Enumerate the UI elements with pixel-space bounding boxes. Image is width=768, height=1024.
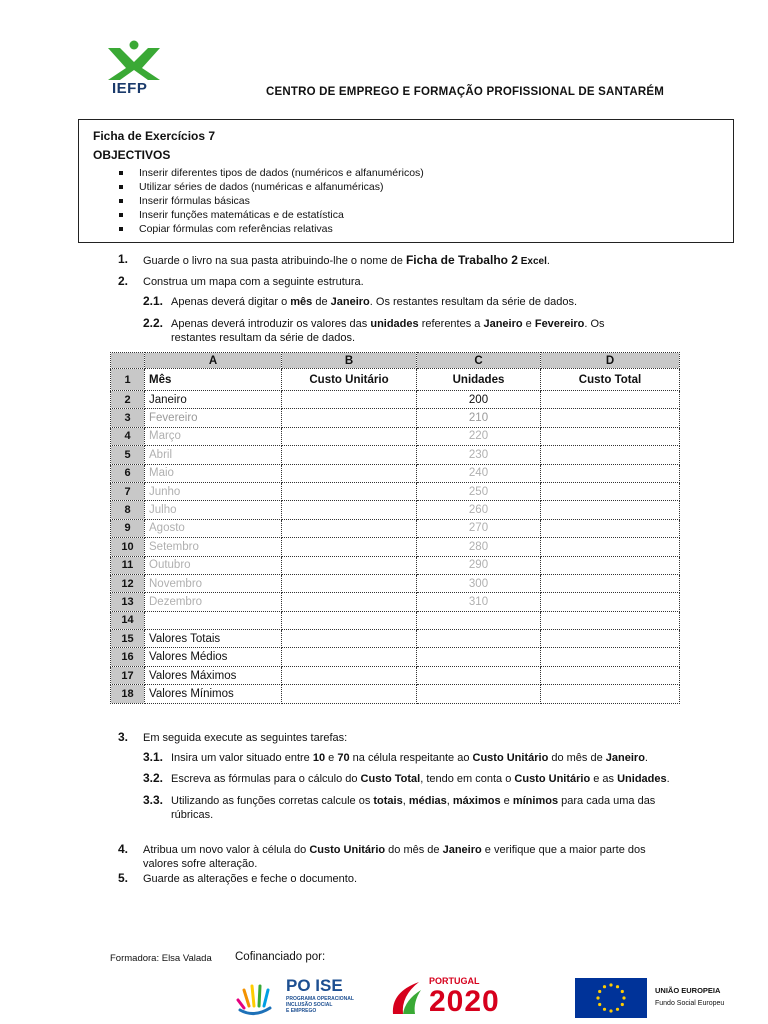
unit-cost-cell bbox=[282, 556, 417, 574]
eu-star-icon bbox=[616, 985, 619, 988]
task-3-number: 3. bbox=[118, 730, 129, 744]
total-cost-cell bbox=[541, 519, 680, 537]
center-title: CENTRO DE EMPREGO E FORMAÇÃO PROFISSIONAL DE SANTARÉM bbox=[266, 86, 665, 98]
table-row bbox=[111, 391, 680, 409]
column-header: A bbox=[145, 353, 282, 369]
column-header: B bbox=[282, 353, 417, 369]
units-cell: 300 bbox=[417, 574, 541, 592]
total-cost-cell bbox=[541, 666, 680, 684]
total-cost-cell bbox=[541, 409, 680, 427]
spreadsheet-table bbox=[110, 352, 680, 704]
table-row bbox=[111, 482, 680, 500]
table-row bbox=[111, 685, 680, 703]
unit-cost-cell bbox=[282, 666, 417, 684]
month-cell: Janeiro bbox=[145, 391, 282, 409]
unit-cost-cell bbox=[282, 538, 417, 556]
table-row bbox=[111, 464, 680, 482]
month-cell bbox=[145, 611, 282, 629]
total-cost-cell bbox=[541, 446, 680, 464]
objectives-list bbox=[119, 166, 424, 236]
poise-logo bbox=[232, 974, 372, 1020]
table-row bbox=[111, 538, 680, 556]
total-cost-cell bbox=[541, 427, 680, 445]
month-cell: Valores Totais bbox=[145, 630, 282, 648]
unit-cost-cell bbox=[282, 593, 417, 611]
objectives-box bbox=[78, 119, 734, 243]
task-3-1-text: Insira um valor situado entre 10 e 70 na célula respeitante ao Custo Unitário do mês de Janeiro. bbox=[171, 752, 648, 764]
eu-star-icon bbox=[609, 1009, 612, 1012]
unit-cost-cell bbox=[282, 574, 417, 592]
poise-title: PO ISE bbox=[286, 976, 343, 995]
eu-star-icon bbox=[621, 1003, 624, 1006]
row-number: 1 bbox=[111, 369, 145, 391]
month-cell: Valores Mínimos bbox=[145, 685, 282, 703]
total-cost-cell bbox=[541, 556, 680, 574]
objective-item: Copiar fórmulas com referências relativas bbox=[119, 222, 424, 236]
eu-star-icon bbox=[621, 990, 624, 993]
table-row bbox=[111, 593, 680, 611]
portugal-2020-logo bbox=[389, 974, 553, 1020]
row-number: 13 bbox=[111, 593, 145, 611]
units-cell bbox=[417, 685, 541, 703]
row-number: 12 bbox=[111, 574, 145, 592]
task-2-1-number: 2.1. bbox=[143, 294, 164, 308]
units-cell: 240 bbox=[417, 464, 541, 482]
month-cell: Julho bbox=[145, 501, 282, 519]
eu-subtitle: Fundo Social Europeu bbox=[655, 1000, 725, 1007]
task-3-3-number: 3.3. bbox=[143, 793, 164, 807]
row-number: 6 bbox=[111, 464, 145, 482]
table-row bbox=[111, 666, 680, 684]
total-cost-cell bbox=[541, 574, 680, 592]
task-1-text: Guarde o livro na sua pasta atribuindo-lhe o nome de Ficha de Trabalho 2 Excel. bbox=[143, 253, 550, 267]
row-number: 8 bbox=[111, 501, 145, 519]
unit-cost-cell bbox=[282, 648, 417, 666]
cofinanced-label: Cofinanciado por: bbox=[235, 951, 326, 963]
poise-subtitle: PROGRAMA OPERACIONAL INCLUSÃO SOCIAL E EMPREGO bbox=[286, 996, 354, 1014]
unit-cost-cell bbox=[282, 409, 417, 427]
unit-cost-cell bbox=[282, 427, 417, 445]
month-cell: Outubro bbox=[145, 556, 282, 574]
objective-item: Inserir fórmulas básicas bbox=[119, 194, 424, 208]
logo-text: IEFP bbox=[112, 80, 148, 97]
eu-star-icon bbox=[596, 996, 599, 999]
eu-star-icon bbox=[622, 996, 625, 999]
header-cell: Unidades bbox=[417, 369, 541, 391]
task-2-number: 2. bbox=[118, 274, 129, 288]
row-number: 17 bbox=[111, 666, 145, 684]
row-number: 2 bbox=[111, 391, 145, 409]
total-cost-cell bbox=[541, 648, 680, 666]
objective-item: Inserir diferentes tipos de dados (numéricos e alfanuméricos) bbox=[119, 166, 424, 180]
column-header: C bbox=[417, 353, 541, 369]
table-row bbox=[111, 611, 680, 629]
month-cell: Setembro bbox=[145, 538, 282, 556]
units-cell: 200 bbox=[417, 391, 541, 409]
table-row bbox=[111, 501, 680, 519]
task-3-1-number: 3.1. bbox=[143, 750, 164, 764]
month-cell: Valores Médios bbox=[145, 648, 282, 666]
table-row bbox=[111, 446, 680, 464]
month-cell: Março bbox=[145, 427, 282, 445]
total-cost-cell bbox=[541, 464, 680, 482]
units-cell: 290 bbox=[417, 556, 541, 574]
month-cell: Junho bbox=[145, 482, 282, 500]
units-cell: 260 bbox=[417, 501, 541, 519]
unit-cost-cell bbox=[282, 482, 417, 500]
unit-cost-cell bbox=[282, 685, 417, 703]
units-cell bbox=[417, 611, 541, 629]
month-cell: Maio bbox=[145, 464, 282, 482]
task-1-number: 1. bbox=[118, 252, 129, 266]
month-cell: Fevereiro bbox=[145, 409, 282, 427]
row-number: 14 bbox=[111, 611, 145, 629]
total-cost-cell bbox=[541, 501, 680, 519]
column-header-row bbox=[111, 353, 680, 369]
units-cell bbox=[417, 648, 541, 666]
poise-hands-icon bbox=[232, 978, 280, 1018]
task-3-3-text: Utilizando as funções corretas calcule os totais, médias, máximos e mínimos para cada uma das rúbricas. bbox=[171, 795, 656, 821]
units-cell: 270 bbox=[417, 519, 541, 537]
eu-title: UNIÃO EUROPEIA bbox=[655, 986, 721, 995]
unit-cost-cell bbox=[282, 630, 417, 648]
portugal-flag-icon bbox=[389, 978, 425, 1018]
table-row bbox=[111, 556, 680, 574]
row-number: 7 bbox=[111, 482, 145, 500]
month-cell: Agosto bbox=[145, 519, 282, 537]
row-number: 15 bbox=[111, 630, 145, 648]
unit-cost-cell bbox=[282, 611, 417, 629]
row-number: 18 bbox=[111, 685, 145, 703]
header-cell: Mês bbox=[145, 369, 282, 391]
corner-cell bbox=[111, 353, 145, 369]
objectives-heading: OBJECTIVOS bbox=[93, 148, 171, 162]
task-3-2-number: 3.2. bbox=[143, 771, 164, 785]
task-4-number: 4. bbox=[118, 842, 129, 856]
table-row bbox=[111, 630, 680, 648]
trainer-name: Formadora: Elsa Valada bbox=[110, 953, 212, 964]
units-cell: 220 bbox=[417, 427, 541, 445]
eu-logo bbox=[575, 976, 735, 1020]
month-cell: Dezembro bbox=[145, 593, 282, 611]
total-cost-cell bbox=[541, 611, 680, 629]
eu-star-icon bbox=[609, 983, 612, 986]
month-cell: Novembro bbox=[145, 574, 282, 592]
total-cost-cell bbox=[541, 482, 680, 500]
task-2-2-number: 2.2. bbox=[143, 316, 164, 330]
total-cost-cell bbox=[541, 593, 680, 611]
task-5-number: 5. bbox=[118, 871, 129, 885]
unit-cost-cell bbox=[282, 391, 417, 409]
header-cell: Custo Unitário bbox=[282, 369, 417, 391]
row-number: 3 bbox=[111, 409, 145, 427]
units-cell: 230 bbox=[417, 446, 541, 464]
units-cell: 210 bbox=[417, 409, 541, 427]
unit-cost-cell bbox=[282, 519, 417, 537]
table-row bbox=[111, 574, 680, 592]
eu-star-icon bbox=[603, 1008, 606, 1011]
eu-flag-icon bbox=[575, 978, 647, 1018]
unit-cost-cell bbox=[282, 464, 417, 482]
task-2-text: Construa um mapa com a seguinte estrutura. bbox=[143, 276, 364, 288]
table-row bbox=[111, 519, 680, 537]
total-cost-cell bbox=[541, 538, 680, 556]
objective-item: Inserir funções matemáticas e de estatística bbox=[119, 208, 424, 222]
eu-star-icon bbox=[598, 1003, 601, 1006]
total-cost-cell bbox=[541, 685, 680, 703]
row-number: 9 bbox=[111, 519, 145, 537]
unit-cost-cell bbox=[282, 446, 417, 464]
table-header-row bbox=[111, 369, 680, 391]
eu-star-icon bbox=[603, 985, 606, 988]
units-cell bbox=[417, 666, 541, 684]
task-4-text: Atribua um novo valor à célula do Custo Unitário do mês de Janeiro e verifique que a maior parte dos valores sofre alteração. bbox=[143, 844, 646, 870]
header-cell: Custo Total bbox=[541, 369, 680, 391]
worksheet-title: Ficha de Exercícios 7 bbox=[93, 129, 216, 143]
table-row bbox=[111, 648, 680, 666]
objective-item: Utilizar séries de dados (numéricas e alfanuméricas) bbox=[119, 180, 424, 194]
total-cost-cell bbox=[541, 391, 680, 409]
units-cell: 280 bbox=[417, 538, 541, 556]
column-header: D bbox=[541, 353, 680, 369]
units-cell: 250 bbox=[417, 482, 541, 500]
eu-star-icon bbox=[598, 990, 601, 993]
task-5-text: Guarde as alterações e feche o documento. bbox=[143, 873, 358, 885]
month-cell: Valores Máximos bbox=[145, 666, 282, 684]
row-number: 16 bbox=[111, 648, 145, 666]
row-number: 5 bbox=[111, 446, 145, 464]
task-2-2-text: Apenas deverá introduzir os valores das unidades referentes a Janeiro e Fevereiro. Os restantes resultam da série de dados. bbox=[171, 318, 605, 344]
portugal-label: PORTUGAL bbox=[429, 976, 480, 986]
unit-cost-cell bbox=[282, 501, 417, 519]
row-number: 10 bbox=[111, 538, 145, 556]
portugal-year: 2020 bbox=[429, 985, 500, 1018]
row-number: 4 bbox=[111, 427, 145, 445]
row-number: 11 bbox=[111, 556, 145, 574]
eu-star-icon bbox=[616, 1008, 619, 1011]
table-row bbox=[111, 427, 680, 445]
units-cell bbox=[417, 630, 541, 648]
month-cell: Abril bbox=[145, 446, 282, 464]
task-3-2-text: Escreva as fórmulas para o cálculo do Custo Total, tendo em conta o Custo Unitário e as Unidades. bbox=[171, 773, 670, 785]
units-cell: 310 bbox=[417, 593, 541, 611]
total-cost-cell bbox=[541, 630, 680, 648]
table-row bbox=[111, 409, 680, 427]
task-3-text: Em seguida execute as seguintes tarefas: bbox=[143, 732, 348, 744]
task-2-1-text: Apenas deverá digitar o mês de Janeiro. Os restantes resultam da série de dados. bbox=[171, 296, 578, 308]
